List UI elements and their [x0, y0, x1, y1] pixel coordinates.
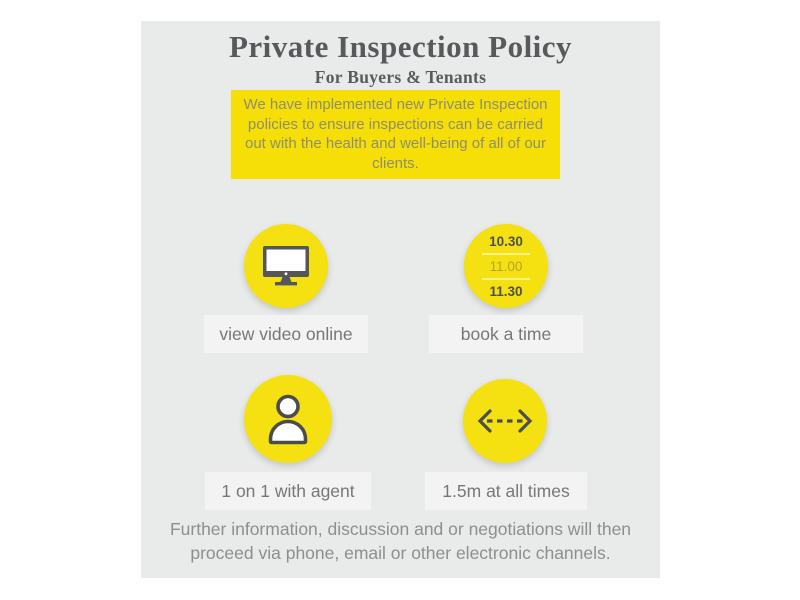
- view-video-circle: [244, 224, 328, 308]
- time-divider: [482, 253, 530, 255]
- time-list: [482, 233, 530, 300]
- book-time-circle: [464, 224, 548, 308]
- time-slot: 11.00: [489, 258, 523, 274]
- poster-panel: [141, 21, 660, 578]
- feature-label-text: 1 on 1 with agent: [221, 480, 355, 501]
- feature-label-text: book a time: [460, 323, 552, 344]
- intro-banner: We have implemented new Private Inspection policies to ensure inspections can be carried out with the health and well-being of all of our clients.: [231, 90, 560, 179]
- monitor-icon: [262, 245, 310, 287]
- time-slot: 11.30: [489, 283, 523, 299]
- feature-label-view-video: [204, 315, 368, 353]
- distance-arrow-icon: [476, 408, 534, 434]
- poster-subtitle: For Buyers & Tenants: [314, 67, 487, 87]
- feature-label-distance: [425, 472, 587, 510]
- distance-circle: [463, 379, 547, 463]
- time-slot: 10.30: [489, 233, 523, 249]
- footer-note: Further information, discussion and or negotiations will then proceed via phone, email or other electronic channels.: [169, 519, 632, 563]
- agent-circle: [244, 375, 332, 463]
- feature-label-text: 1.5m at all times: [442, 480, 570, 501]
- time-divider: [482, 278, 530, 280]
- feature-label-agent: [205, 472, 371, 510]
- person-icon: [264, 393, 312, 445]
- poster-title: Private Inspection Policy: [228, 29, 573, 64]
- feature-label-book-time: [429, 315, 583, 353]
- feature-label-text: view video online: [219, 323, 353, 344]
